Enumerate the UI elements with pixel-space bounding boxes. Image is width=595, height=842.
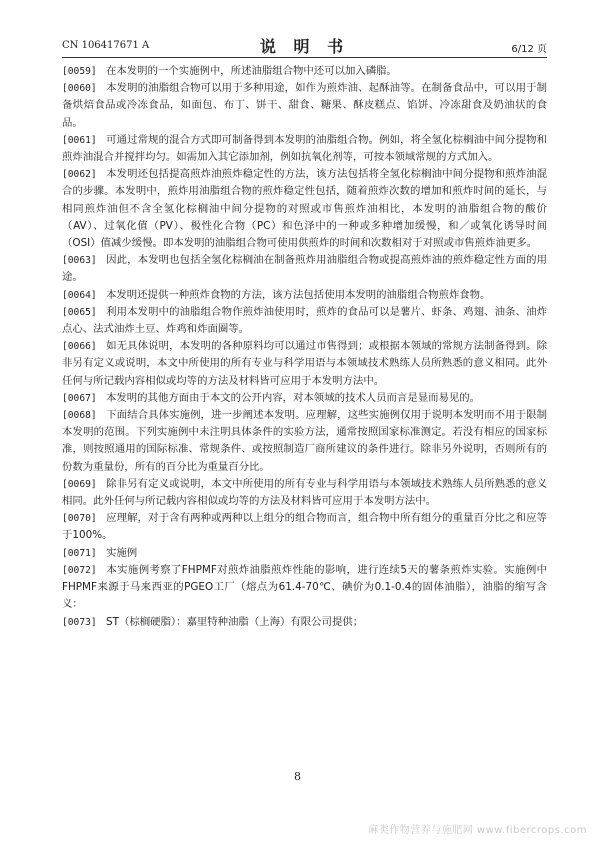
paragraph-0064 [62, 287, 547, 304]
paragraph-number: [0065] [62, 306, 97, 318]
paragraph-0073 [62, 614, 547, 631]
paragraph-text: 本发明的其他方面由于本文的公开内容，对本领域的技术人员而言是显而易见的。 [106, 391, 481, 404]
paragraph-number: [0064] [62, 289, 97, 301]
paragraph-0060 [62, 80, 547, 132]
paragraph-0065 [62, 304, 547, 338]
paragraph-text: 本发明还包括提高煎炸油煎炸稳定性的方法，该方法包括将全氢化棕榈油中间分提物和煎炸油混合的步骤。本发明中，煎炸用油脂组合物的煎炸稳定性包括，随着煎炸次数的增加和煎炸时间的延长，与相同煎炸油但不含全氢化棕榈油中间分提物的对照或市售煎炸油相比，本发明的油脂组合物的酸价（AV）、过氧化值（PV）、极性化合物（PC）和色泽中的一种或多种增加缓慢，和／或氧化诱导时间（OSI）值减少缓慢。即本发明的油脂组合物可使用供煎炸的时间和次数相对于对照或市售煎炸油更多。 [62, 168, 547, 250]
body-text [62, 63, 547, 631]
paragraph-text: 本实施例考察了FHPMF对煎炸油脂煎炸性能的影响，进行连续5天的薯条煎炸实验。实施例中FHPMF来源于马来西亚的PGEO工厂（熔点为61.4-70℃、碘价为0.1-0.4的固体油脂），油脂的缩写含义： [62, 563, 547, 611]
paragraph-number: [0060] [62, 83, 97, 95]
paragraph-text: 可通过常规的混合方式即可制备得到本发明的油脂组合物。例如，将全氢化棕榈油中间分提物和煎炸油混合并搅拌均匀。如需加入其它添加剂，例如抗氧化剂等，可按本领域常规的方式加入。 [62, 133, 547, 164]
patent-number: CN 106417671 A [62, 40, 150, 51]
paragraph-number: [0066] [62, 341, 97, 353]
paragraph-0059 [62, 63, 547, 80]
paragraph-0067 [62, 390, 547, 407]
page-number: 8 [294, 770, 301, 783]
paragraph-number: [0070] [62, 513, 97, 525]
paragraph-text: 本发明的油脂组合物可以用于多种用途，如作为煎炸油、起酥油等。在制备食品中，可以用于制备烘焙食品或冷冻食品，如面包、布丁、饼干、甜食、糖果、酥皮糕点、馅饼、冷冻甜食及奶油状的食品。 [62, 82, 547, 129]
paragraph-text: 利用本发明中的油脂组合物作煎炸油使用时，煎炸的食品可以是薯片、虾条、鸡翅、油条、油炸点心、法式油炸土豆、炸鸡和炸面圈等。 [62, 305, 547, 336]
paragraph-text: 应理解，对于含有两种或两种以上组分的组合物而言，组合物中所有组分的重量百分比之和应等于100%。 [62, 512, 547, 542]
paragraph-0069 [62, 476, 547, 510]
paragraph-text: 除非另有定义或说明，本文中所使用的所有专业与科学用语与本领域技术熟练人员所熟悉的意义相同。此外任何与所记载内容相似或均等的方法及材料皆可应用于本发明方法中。 [62, 477, 547, 508]
paragraph-text: 如无具体说明，本发明的各种原料均可以通过市售得到；或根据本领域的常规方法制备得到。除非另有定义或说明，本文中所使用的所有专业与科学用语与本领域技术熟练人员所熟悉的意义相同。此外任何与所记载内容相似或均等的方法及材料皆可应用于本发明方法中。 [62, 340, 547, 387]
paragraph-0062 [62, 166, 547, 252]
paragraph-number: [0068] [62, 410, 97, 422]
paragraph-number: [0062] [62, 169, 97, 181]
paragraph-number: [0059] [62, 66, 97, 77]
header-divider [62, 57, 547, 58]
page-info: 6/12 页 [511, 44, 547, 55]
paragraph-number: [0063] [62, 255, 97, 267]
paragraph-text: 实施例 [106, 546, 138, 559]
paragraph-0066 [62, 338, 547, 390]
paragraph-0063 [62, 252, 547, 286]
paragraph-text: 本发明还提供一种煎炸食物的方法，该方法包括使用本发明的油脂组合物煎炸食物。 [106, 288, 491, 301]
page-header [62, 34, 547, 54]
paragraph-number: [0073] [62, 616, 97, 628]
paragraph-number: [0071] [62, 547, 97, 559]
paragraph-0072 [62, 562, 547, 614]
paragraph-0068 [62, 407, 547, 476]
document-title: 说 明 书 [259, 37, 350, 56]
paragraph-number: [0067] [62, 392, 97, 404]
paragraph-text: 因此，本发明也包括全氢化棕榈油在制备煎炸用油脂组合物或提高煎炸油的煎炸稳定性方面的用途。 [62, 254, 547, 284]
paragraph-0070 [62, 510, 547, 544]
paragraph-text: ST（棕榈硬脂）：嘉里特种油脂（上海）有限公司提供； [106, 615, 364, 628]
paragraph-number: [0069] [62, 478, 97, 490]
paragraph-number: [0061] [62, 134, 97, 146]
paragraph-0071 [62, 545, 547, 562]
paragraph-0061 [62, 132, 547, 166]
watermark: 麻类作物营养与施肥网 www.fibercrops.com [368, 825, 587, 836]
paragraph-number: [0072] [62, 564, 97, 576]
paragraph-text: 下面结合具体实施例，进一步阐述本发明。应理解，这些实施例仅用于说明本发明而不用于限制本发明的范围。下列实施例中未注明具体条件的实验方法，通常按照国家标准测定。若没有相应的国家标准，则按照通用的国际标准、常规条件、或按照制造厂商所建议的条件进行。除非另外说明，否则所有的份数为重量份，所有的百分比为重量百分比。 [62, 409, 547, 473]
paragraph-text: 在本发明的一个实施例中，所述油脂组合物中还可以加入磷脂。 [106, 65, 397, 77]
